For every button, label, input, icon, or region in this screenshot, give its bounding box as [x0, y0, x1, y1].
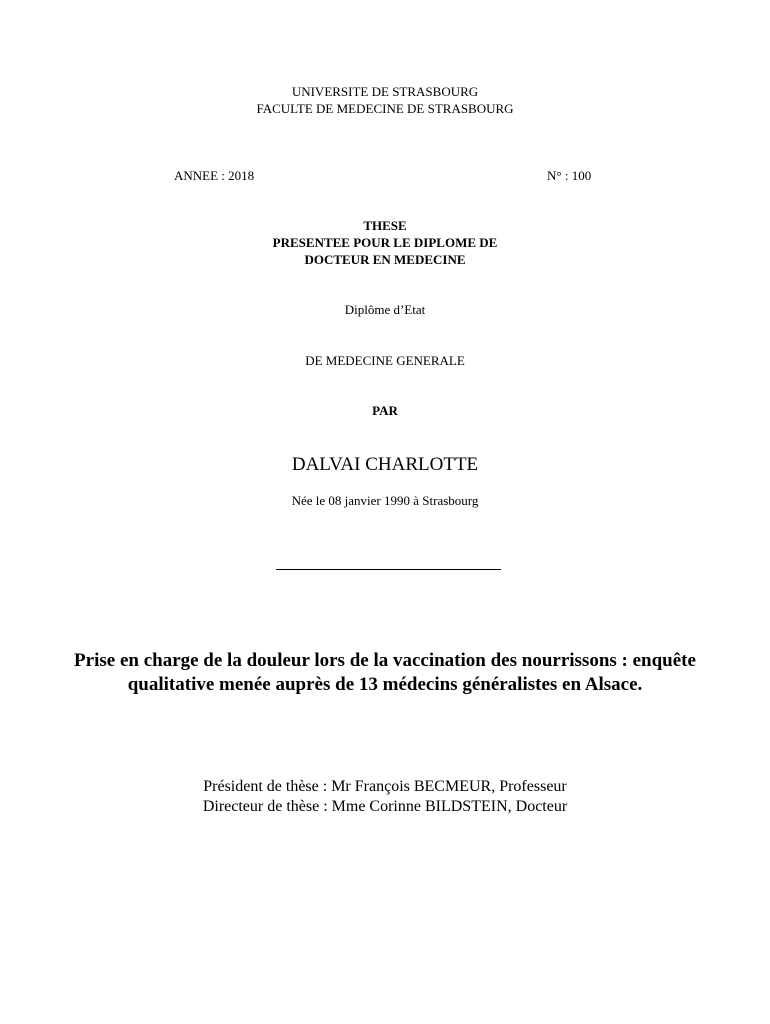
thesis-title-line-1: Prise en charge de la douleur lors de la vaccination des nourrissons : enquête	[74, 650, 696, 671]
separator-line	[276, 569, 501, 570]
diploma-type: Diplôme d’Etat	[344, 302, 426, 317]
thesis-title	[0, 649, 770, 697]
author-name: DALVAI CHARLOTTE	[291, 454, 479, 475]
specialty: DE MEDECINE GENERALE	[305, 353, 465, 368]
author-birth: Née le 08 janvier 1990 à Strasbourg	[291, 493, 479, 508]
jury-block	[0, 777, 770, 817]
thesis-heading-line-2: PRESENTEE POUR LE DIPLOME DE	[272, 235, 498, 250]
university-name: UNIVERSITE DE STRASBOURG	[291, 84, 479, 99]
thesis-heading-line-3: DOCTEUR EN MEDECINE	[304, 252, 466, 267]
faculty-name: FACULTE DE MEDECINE DE STRASBOURG	[256, 101, 514, 116]
thesis-president: Président de thèse : Mr François BECMEUR, Professeur	[203, 778, 567, 795]
thesis-number: N° : 100	[547, 168, 592, 183]
thesis-year: ANNEE : 2018	[174, 168, 255, 183]
thesis-heading	[0, 217, 770, 268]
par-label: PAR	[372, 403, 398, 418]
thesis-title-line-2: qualitative menée auprès de 13 médecins généralistes en Alsace.	[127, 674, 643, 695]
institution-header	[0, 83, 770, 117]
thesis-heading-line-1: THESE	[363, 218, 407, 233]
thesis-director: Directeur de thèse : Mme Corinne BILDSTEIN, Docteur	[202, 798, 568, 815]
